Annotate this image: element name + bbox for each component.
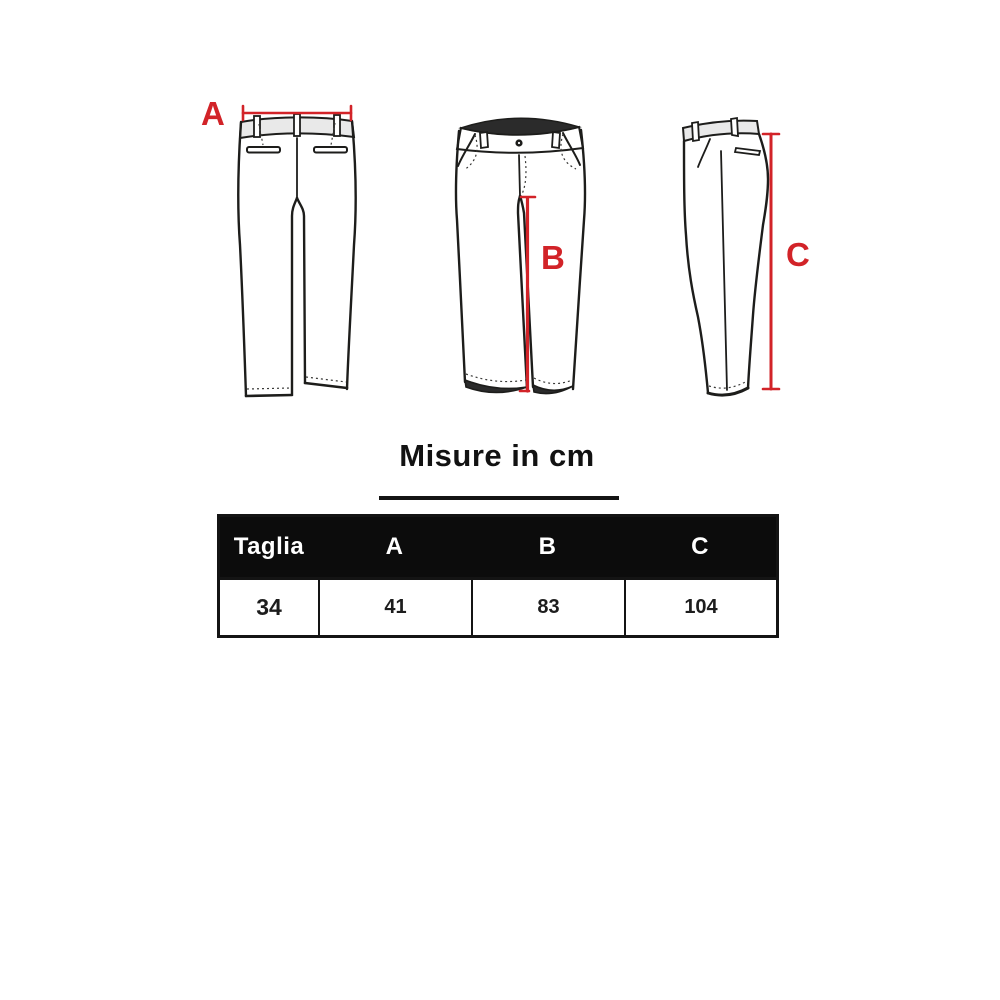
size-table-header-b: B — [471, 517, 624, 577]
pants-side-stitching — [709, 381, 747, 388]
pants-back-legs — [238, 121, 356, 396]
measure-line-c — [763, 134, 779, 389]
size-table-header-a: A — [318, 517, 471, 577]
size-table-header-c: C — [624, 517, 776, 577]
pants-side-pocket — [735, 148, 760, 155]
size-table-cell-b: 83 — [471, 577, 624, 635]
page-title: Misure in cm — [399, 438, 595, 473]
size-table-cell-taglia: 34 — [220, 577, 318, 635]
measure-label-a: A — [201, 95, 226, 132]
measure-label-b: B — [541, 239, 566, 276]
title-underline — [379, 496, 619, 500]
pants-back-view-illustration — [195, 95, 375, 410]
size-table-cell-c: 104 — [624, 577, 776, 635]
size-table-header-taglia: Taglia — [220, 517, 318, 577]
measure-label-c: C — [786, 236, 811, 273]
size-table-cell-a: 41 — [318, 577, 471, 635]
size-table-header-row — [220, 517, 776, 577]
size-table — [217, 514, 779, 638]
pants-front-button — [515, 139, 522, 146]
size-table-row — [220, 577, 776, 635]
pants-front-view-illustration — [430, 95, 605, 410]
pants-side-leg — [684, 134, 768, 395]
